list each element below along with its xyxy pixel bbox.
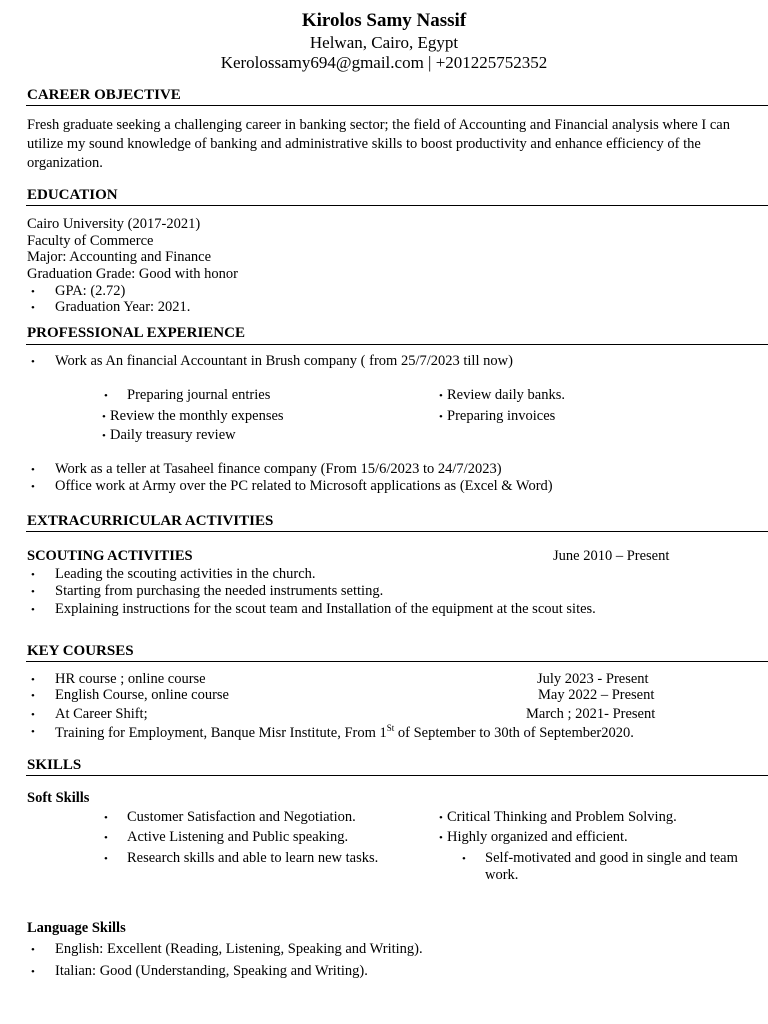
section-divider <box>26 344 768 345</box>
soft-skills-title: Soft Skills <box>27 790 90 806</box>
bullet-icon: • <box>31 356 35 368</box>
bullet-icon: • <box>439 390 443 402</box>
course-training <box>55 723 634 742</box>
bullet-icon: • <box>104 853 108 865</box>
career-objective-text: Fresh graduate seeking a challenging career in banking sector; the field of Accounting and Financial analysis where I can utilize my sound knowledge of banking and administrative skills to boost productivity and enhance efficiency of the organization. <box>27 117 730 171</box>
soft-skill-item-continued: work. <box>485 867 519 883</box>
bullet-icon: • <box>102 430 106 442</box>
course-name: HR course ; online course <box>55 671 206 687</box>
bullet-icon: • <box>104 390 108 402</box>
training-text-start: Training for Employment, Banque Misr Institute, From 1 <box>55 724 387 741</box>
section-divider <box>26 775 768 776</box>
section-divider <box>26 531 768 532</box>
scouting-item: Starting from purchasing the needed instruments setting. <box>55 583 384 599</box>
candidate-location: Helwan, Cairo, Egypt <box>309 33 459 52</box>
course-date: July 2023 - Present <box>537 671 649 687</box>
education-bullet-item: Graduation Year: 2021. <box>55 299 191 315</box>
candidate-name: Kirolos Samy Nassif <box>301 10 467 31</box>
bullet-icon: • <box>31 674 35 686</box>
bullet-icon: • <box>31 709 35 721</box>
experience-task: Review daily banks. <box>447 387 565 403</box>
bullet-icon: • <box>31 481 35 493</box>
bullet-icon: • <box>31 966 35 978</box>
experience-task: Preparing invoices <box>447 408 556 424</box>
soft-skill-item: Active Listening and Public speaking. <box>127 829 349 845</box>
bullet-icon: • <box>31 302 35 314</box>
bullet-icon: • <box>104 832 108 844</box>
course-name: At Career Shift; <box>55 706 148 722</box>
section-divider <box>26 661 768 662</box>
education-line: Cairo University (2017-2021) <box>27 216 201 232</box>
soft-skill-item: Critical Thinking and Problem Solving. <box>447 809 677 825</box>
section-title-career-objective: CAREER OBJECTIVE <box>27 87 181 103</box>
education-line: Graduation Grade: Good with honor <box>27 266 239 282</box>
section-title-experience: PROFESSIONAL EXPERIENCE <box>27 325 245 341</box>
experience-task: Daily treasury review <box>110 427 236 443</box>
education-line: Faculty of Commerce <box>27 233 154 249</box>
soft-skill-item: Research skills and able to learn new tasks. <box>127 850 379 866</box>
soft-skill-item: Customer Satisfaction and Negotiation. <box>127 809 356 825</box>
scouting-title: SCOUTING ACTIVITIES <box>27 548 193 564</box>
scouting-item: Explaining instructions for the scout team and Installation of the equipment at the scout sites. <box>55 601 596 617</box>
language-item: English: Excellent (Reading, Listening, Speaking and Writing). <box>55 941 423 957</box>
bullet-icon: • <box>31 604 35 616</box>
experience-job: Work as An financial Accountant in Brush company ( from 25/7/2023 till now) <box>55 353 513 369</box>
bullet-icon: • <box>31 569 35 581</box>
experience-task: Preparing journal entries <box>127 387 271 403</box>
language-item: Italian: Good (Understanding, Speaking and Writing). <box>55 963 368 979</box>
scouting-date: June 2010 – Present <box>553 548 670 564</box>
bullet-icon: • <box>31 944 35 956</box>
section-title-skills: SKILLS <box>27 757 82 773</box>
bullet-icon: • <box>102 411 106 423</box>
bullet-icon: • <box>31 726 35 738</box>
bullet-icon: • <box>439 411 443 423</box>
bullet-icon: • <box>104 812 108 824</box>
section-title-extracurricular: EXTRACURRICULAR ACTIVITIES <box>27 513 274 529</box>
section-title-key-courses: KEY COURSES <box>27 643 134 659</box>
training-text-end: of September to 30th of September2020. <box>394 724 634 741</box>
experience-task: Review the monthly expenses <box>110 408 284 424</box>
bullet-icon: • <box>462 853 466 865</box>
bullet-icon: • <box>31 286 35 298</box>
education-bullet-item: GPA: (2.72) <box>55 283 126 299</box>
education-line: Major: Accounting and Finance <box>27 249 212 265</box>
candidate-contact: Kerolossamy694@gmail.com | +201225752352 <box>220 53 548 72</box>
soft-skill-item: Self-motivated and good in single and team <box>485 850 738 866</box>
soft-skill-item: Highly organized and efficient. <box>447 829 628 845</box>
bullet-icon: • <box>31 690 35 702</box>
experience-job: Office work at Army over the PC related to Microsoft applications as (Excel & Word) <box>55 478 553 494</box>
course-date: May 2022 – Present <box>538 687 655 703</box>
section-title-education: EDUCATION <box>27 187 118 203</box>
experience-job: Work as a teller at Tasaheel finance company (From 15/6/2023 to 24/7/2023) <box>55 461 502 477</box>
bullet-icon: • <box>439 812 443 824</box>
bullet-icon: • <box>31 464 35 476</box>
scouting-item: Leading the scouting activities in the church. <box>55 566 316 582</box>
training-superscript: St <box>386 723 395 733</box>
bullet-icon: • <box>439 832 443 844</box>
course-name: English Course, online course <box>55 687 229 703</box>
language-skills-title: Language Skills <box>27 920 126 936</box>
bullet-icon: • <box>31 586 35 598</box>
section-divider <box>26 205 768 206</box>
section-divider <box>26 105 768 106</box>
course-date: March ; 2021- Present <box>526 706 656 722</box>
